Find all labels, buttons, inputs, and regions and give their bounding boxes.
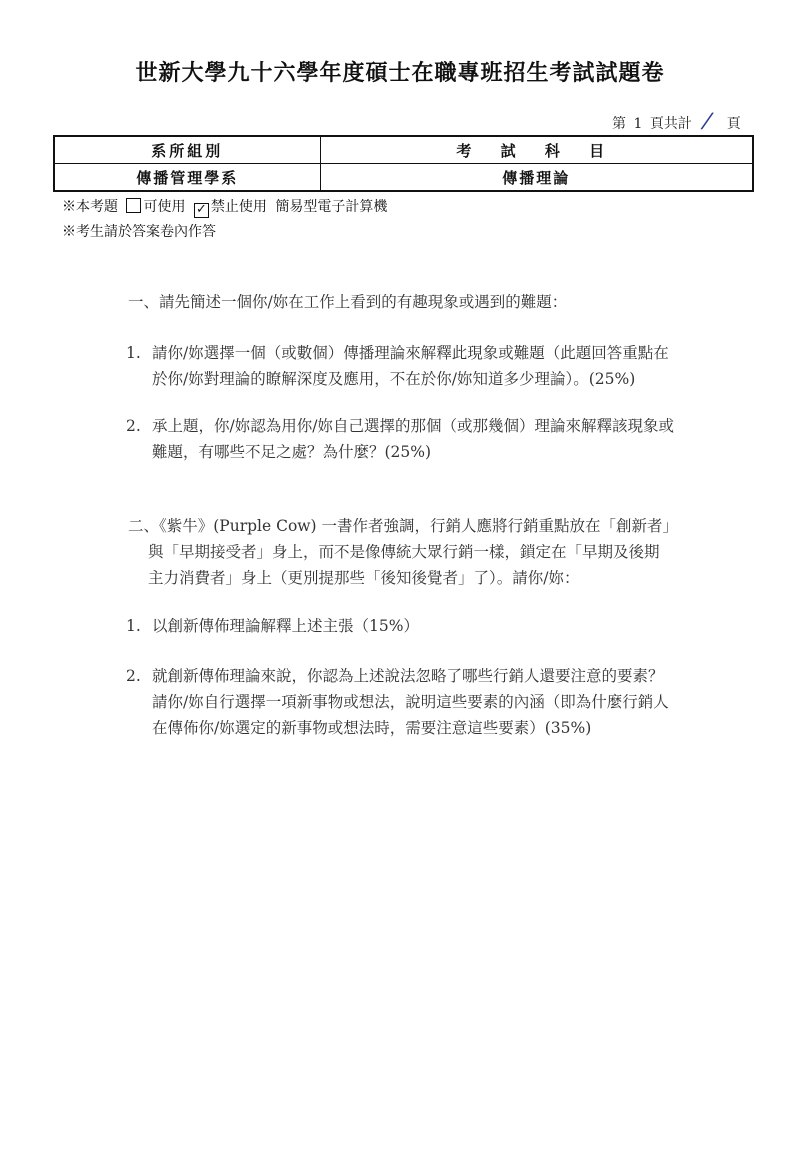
page-label-prefix: 第 xyxy=(612,116,626,132)
question-1-line: 一、請先簡述一個你/妳在工作上看到的有趣現象或遇到的難題： xyxy=(128,293,568,311)
part-number: 1. xyxy=(126,617,141,635)
part-line: 難題，有哪些不足之處？為什麼？(25%) xyxy=(152,443,432,461)
page-label-suffix: 頁 xyxy=(726,116,741,132)
info-header-row xyxy=(54,136,753,164)
question-2-line: 主力消費者」身上（更別提那些「後知後覺者」了）。請你/妳： xyxy=(148,569,580,587)
part-line: 在傳佈你/妳選定的新事物或想法時，需要注意這些要素）(35%) xyxy=(152,719,592,737)
info-value-row xyxy=(54,164,753,192)
exam-info-table xyxy=(53,135,754,192)
question-1-part-1 xyxy=(126,340,716,392)
forbidden-label: 禁止使用 xyxy=(210,199,267,215)
forbidden-checkbox: ✓ xyxy=(194,203,209,218)
part-line: 以創新傳佈理論解釋上述主張（15%） xyxy=(152,617,419,635)
question-1-text xyxy=(128,289,748,315)
question-2-part-2 xyxy=(126,663,716,741)
question-1-part-2 xyxy=(126,413,716,465)
exam-title: 世新大學九十六學年度碩士在職專班招生考試試題卷 xyxy=(135,60,665,86)
part-line: 請你/妳選擇一個（或數個）傳播理論來解釋此現象或難題（此題回答重點在 xyxy=(152,344,669,362)
page-number: 1 xyxy=(633,116,643,132)
dept-value-cell: 傳播管理學系 xyxy=(54,164,320,192)
part-line: 承上題，你/妳認為用你/妳自己選擇的那個（或那幾個）理論來解釋該現象或 xyxy=(152,417,674,435)
calculator-notice xyxy=(62,196,387,218)
page-label-mid: 頁共計 xyxy=(649,116,692,132)
page-count xyxy=(612,108,741,135)
calculator-suffix: 簡易型電子計算機 xyxy=(275,199,388,215)
part-number: 2. xyxy=(126,417,141,435)
question-2-part-1 xyxy=(126,613,716,639)
calculator-prefix: ※本考題 xyxy=(62,199,118,215)
part-line: 於你/妳對理論的瞭解深度及應用，不在於你/妳知道多少理論）。(25%) xyxy=(152,370,636,388)
part-line: 就創新傳佈理論來說，你認為上述說法忽略了哪些行銷人還要注意的要素？ xyxy=(152,667,664,685)
part-line: 請你/妳自行選擇一項新事物或想法，說明這些要素的內涵（即為什麼行銷人 xyxy=(152,693,669,711)
answer-instruction: ※考生請於答案卷內作答 xyxy=(62,224,216,240)
handwritten-page-total: / xyxy=(701,108,713,135)
subject-value-cell: 傳播理論 xyxy=(320,164,753,192)
question-2-line: 二、《紫牛》(Purple Cow) 一書作者強調，行銷人應將行銷重點放在「創新者」 xyxy=(128,517,679,535)
question-2-text xyxy=(128,513,748,591)
part-number: 1. xyxy=(126,344,141,362)
question-2-line: 與「早期接受者」身上，而不是像傳統大眾行銷一樣，鎖定在「早期及後期 xyxy=(148,543,660,561)
part-number: 2. xyxy=(126,667,141,685)
allowed-label: 可使用 xyxy=(143,199,186,215)
subject-header-cell: 考 試 科 目 xyxy=(320,136,753,164)
dept-header-cell: 系所組別 xyxy=(54,136,320,164)
allowed-checkbox xyxy=(126,198,141,213)
